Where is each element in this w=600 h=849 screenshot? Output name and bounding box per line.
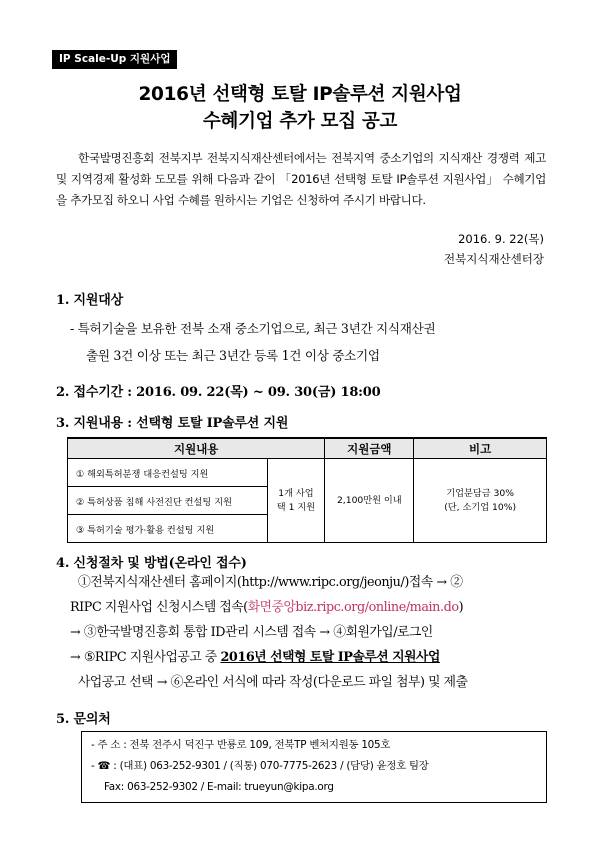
issue-date: 2016. 9. 22(목) (458, 232, 544, 246)
table-cell-item: ② 특허상품 침해 사전진단 컨설팅 지원 (68, 487, 268, 515)
procedure-text: → ⑤RIPC 지원사업공고 중 (70, 650, 221, 665)
procedure-line-5: 사업공고 선택 → ⑥온라인 서식에 따라 작성(다운로드 파일 첨부) 및 제출 (78, 675, 468, 690)
procedure-line-2 (70, 598, 463, 618)
contact-phone-row (82, 756, 546, 777)
section-heading-procedure: 4. 신청절차 및 방법(온라인 접수) (56, 556, 247, 571)
intro-paragraph: 한국발명진흥회 전북지부 전북지식재산센터에서는 전북지역 중소기업의 지식재산 경쟁력 제고 및 지역경제 활성화 도모를 위해 다음과 같이 「2016년 선택형 토탈 IP솔루션 지원사업」 수혜기업을 추가모집 하오니 사업 수혜를 원하시는 기업은 신청하여 주시기 바랍니다. (56, 151, 546, 207)
contact-phone: (대표) 063-252-9301 / (직통) 070-7775-2623 / (담당) 윤정호 팀장 (119, 760, 429, 772)
table-cell-note (414, 459, 547, 543)
table-cell-amount: 2,100만원 이내 (325, 459, 414, 543)
contact-box (81, 731, 547, 803)
table-header: 지원금액 (325, 438, 414, 459)
table-header-row (68, 438, 547, 459)
document-title-line2: 수혜기업 추가 모집 공고 (202, 111, 398, 132)
section-heading-contact: 5. 문의처 (56, 712, 111, 727)
contact-address: - 주 소 : 전북 전주시 덕진구 반룡로 109, 전북TP 벤처지원동 105호 (91, 739, 391, 751)
program-name-highlight: 2016년 선택형 토탈 IP솔루션 지원사업 (220, 650, 440, 665)
table-header: 비고 (414, 438, 547, 459)
table-cell-selection (267, 459, 325, 543)
contact-fax-email: Fax: 063-252-9302 / E-mail: trueyun@kipa.org (104, 781, 334, 793)
table-cell-item: ③ 특허기술 평가·활용 컨설팅 지원 (68, 515, 268, 543)
document-title-line1: 2016년 선택형 토탈 IP솔루션 지원사업 (138, 84, 462, 105)
note-line: (단, 소기업 10%) (444, 501, 517, 513)
note-line: 기업분담금 30% (446, 487, 514, 499)
table-cell-item: ① 해외특허분쟁 대응컨설팅 지원 (68, 459, 268, 487)
table-row (68, 459, 547, 487)
phone-icon: - ☎ : (91, 760, 120, 772)
section-heading-content: 3. 지원내용 : 선택형 토탈 IP솔루션 지원 (56, 416, 289, 431)
procedure-line-1: ①전북지식재산센터 홈페이지(http://www.ripc.org/jeonju/)접속 → ② (78, 575, 463, 590)
system-link[interactable]: 화면중앙biz.ripc.org/online/main.do (247, 600, 459, 615)
issue-block (444, 229, 544, 269)
table-header: 지원내용 (68, 438, 325, 459)
procedure-line-4 (70, 648, 440, 668)
section-heading-target: 1. 지원대상 (56, 293, 123, 308)
procedure-line-3: → ③한국발명진흥회 통합 ID관리 시스템 접속 → ④회원가입/로그인 (70, 625, 433, 640)
program-tag: IP Scale-Up 지원사업 (52, 50, 177, 69)
issuer-name: 전북지식재산센터장 (444, 252, 544, 266)
selection-line: 1개 사업 (278, 487, 314, 499)
target-line-2: 출원 3건 이상 또는 최근 3년간 등록 1건 이상 중소기업 (86, 348, 380, 363)
support-table (67, 437, 547, 543)
section-heading-period: 2. 접수기간 : 2016. 09. 22(목) ~ 09. 30(금) 18:00 (56, 385, 381, 400)
procedure-text: RIPC 지원사업 신청시스템 접속( (70, 600, 248, 615)
target-line-1: - 특허기술을 보유한 전북 소재 중소기업으로, 최근 3년간 지식재산권 (70, 321, 436, 336)
procedure-text: ) (458, 600, 464, 615)
selection-line: 택 1 지원 (276, 501, 316, 513)
